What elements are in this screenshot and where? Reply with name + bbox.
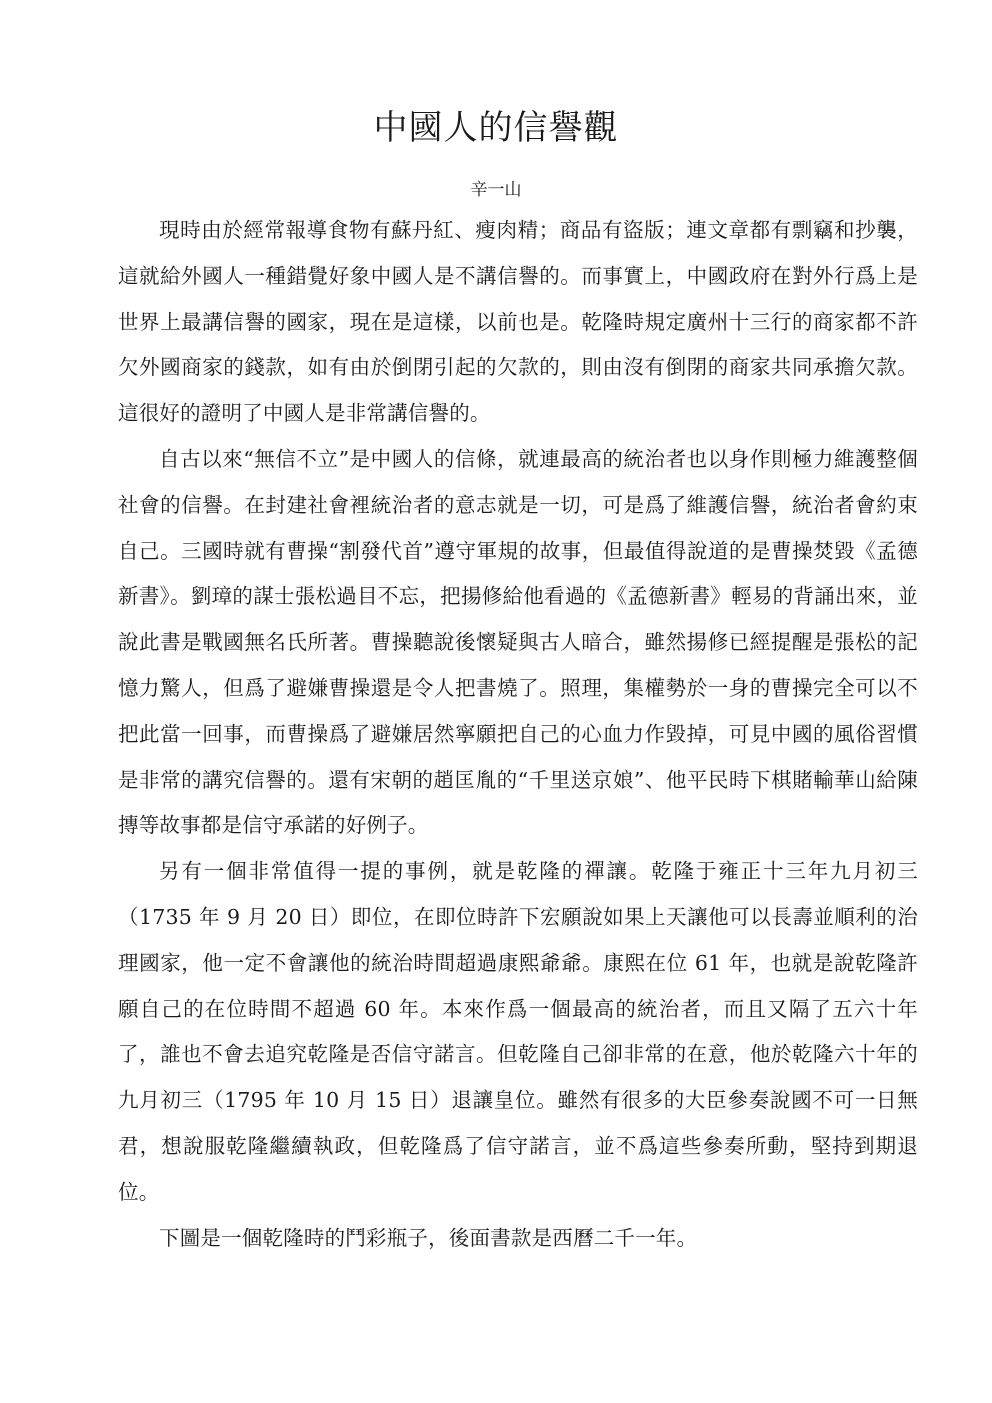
paragraph: 下圖是一個乾隆時的鬥彩瓶子，後面書款是西曆二千一年。 (159, 1225, 698, 1250)
paragraph: 另有一個非常值得一提的事例，就是乾隆的禪讓。乾隆于雍正十三年九月初三（1735 年 9 月 20 日）即位，在即位時許下宏願說如果上天讓他可以長壽並順利的治理國家，他一定不會讓他的統治時間超過康熙爺爺。康熙在位 61 年，也就是說乾隆許願自己的在位時間不超過 60 年。本來作爲一個最高的統治者，而且又隔了五六十年了，誰也不會去追究乾隆是否信守諾言。但乾隆自己卻非常的在意，他於乾隆六十年的九月初三（1795 年 10 月 15 日）退讓皇位。雖然有很多的大臣參奏說國不可一日無君，想說服乾隆繼續執政，但乾隆爲了信守諾言，並不爲這些參奏所動，堅持到期退位。 (118, 859, 918, 1204)
author-name: 辛一山 (470, 180, 522, 200)
article-body (118, 208, 918, 1261)
document-title: 中國人的信譽觀 (373, 108, 619, 148)
paragraph: 現時由於經常報導食物有蘇丹紅、瘦肉精；商品有盜版；連文章都有剽竊和抄襲，這就給外國人一種錯覺好象中國人是不講信譽的。而事實上，中國政府在對外行爲上是世界上最講信譽的國家，現在是這樣，以前也是。乾隆時規定廣州十三行的商家都不許欠外國商家的錢款，如有由於倒閉引起的欠款的，則由沒有倒閉的商家共同承擔欠款。這很好的證明了中國人是非常講信譽的。 (118, 218, 918, 426)
paragraph: 自古以來“無信不立”是中國人的信條，就連最高的統治者也以身作則極力維護整個社會的信譽。在封建社會裡統治者的意志就是一切，可是爲了維護信譽，統治者會約束自己。三國時就有曹操“割發代首”遵守軍規的故事，但最值得說道的是曹操焚毀《孟德新書》。劉璋的謀士張松過目不忘，把揚修給他看過的《孟德新書》輕易的背誦出來，並說此書是戰國無名氏所著。曹操聽說後懷疑與古人暗合，雖然揚修已經提醒是張松的記憶力驚人，但爲了避嫌曹操還是令人把書燒了。照理，集權勢於一身的曹操完全可以不把此當一回事，而曹操爲了避嫌居然寧願把自己的心血力作毀掉，可見中國的風俗習慣是非常的講究信譽的。還有宋朝的趙匡胤的“千里送京娘”、他平民時下棋賭輸華山給陳摶等故事都是信守承諾的好例子。 (118, 446, 918, 838)
